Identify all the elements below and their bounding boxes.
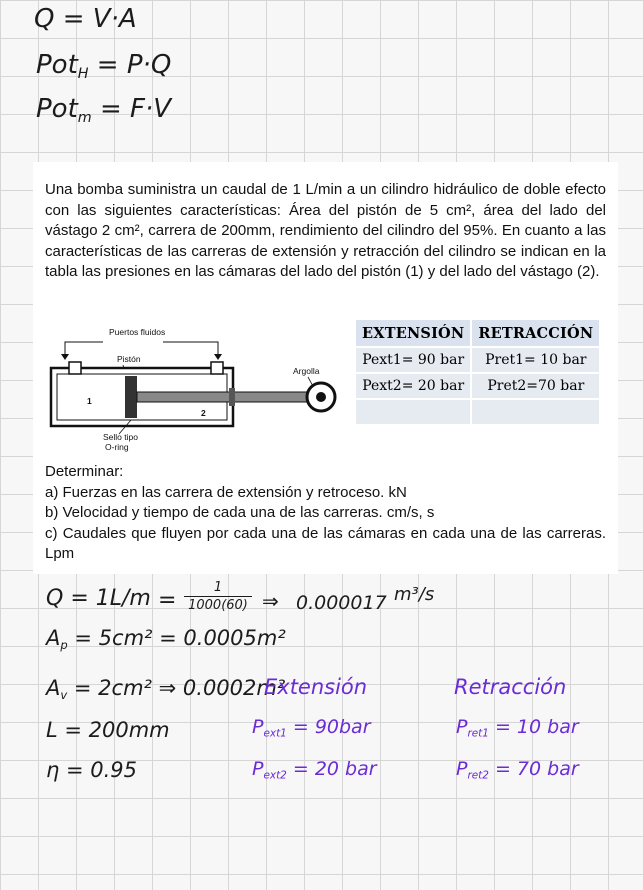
note-piston-area-text: = 5cm² = 0.0005m² [74, 626, 286, 650]
note-pext1-label: P [252, 716, 264, 738]
diagram-label-piston: Pistón [117, 354, 141, 364]
note-pret1-sub: ret1 [467, 727, 489, 740]
formula-hydraulic-power-sub: H [77, 66, 89, 82]
note-piston-area [46, 626, 286, 652]
diagram-label-seal-2: O-ring [105, 442, 129, 452]
note-pext1-value: = 90bar [292, 716, 371, 738]
table-cell: Pret1= 10 bar [471, 347, 600, 373]
port-arrow-left [61, 354, 69, 360]
question-b: b) Velocidad y tiempo de cada una de las carreras. cm/s, s [45, 504, 435, 521]
note-piston-area-lhs: A [46, 626, 61, 650]
note-pret2-value: = 70 bar [494, 758, 579, 780]
port-arrow-right [214, 354, 222, 360]
table-cell: Pext1= 90 bar [355, 347, 471, 373]
note-pext2-sub: ext2 [263, 769, 287, 782]
diagram-label-chamber-2: 2 [201, 408, 206, 418]
note-pext2-label: P [252, 758, 264, 780]
note-pext2-value: = 20 bar [292, 758, 377, 780]
formula-hydraulic-power-rhs: P·Q [126, 50, 172, 80]
note-pext1-sub: ext1 [263, 727, 287, 740]
note-rod-area-sub: v [60, 688, 68, 703]
note-pret2-label: P [456, 758, 468, 780]
pressure-table-header-row [355, 319, 600, 347]
table-cell [355, 399, 471, 425]
note-pret2-sub: ret2 [467, 769, 489, 782]
note-pext1 [252, 716, 371, 740]
note-retraction-title: Retracción [454, 675, 567, 699]
note-flow-lhs: Q [46, 586, 64, 611]
note-flow [46, 586, 151, 611]
note-flow-unit: m³/s [394, 584, 435, 605]
formula-hydraulic-power: Pot$_H$ = P·Q [36, 50, 172, 82]
table-header-extension: EXTENSIÓN [355, 319, 471, 347]
diagram-label-chamber-1: 1 [87, 396, 92, 406]
note-efficiency: η = 0.95 [46, 758, 138, 782]
cylinder-diagram [43, 322, 343, 452]
formula-mechanical-power: Pot$_m$ = F·V [36, 94, 172, 126]
note-pret2 [456, 758, 579, 782]
rod-seal [229, 388, 235, 406]
note-flow-eq2: = [158, 588, 177, 613]
table-row [355, 347, 600, 373]
note-stroke: L = 200mm [46, 718, 170, 742]
formula-mechanical-power-sub: m [77, 110, 92, 126]
questions-block [45, 462, 606, 565]
note-flow-numerator: 1 [184, 580, 252, 597]
formula-mechanical-power-rhs: F·V [130, 94, 172, 124]
note-piston-area-sub: p [60, 638, 68, 653]
note-flow-eq: = [70, 586, 89, 611]
port-leader-left [65, 342, 103, 358]
formula-flow: Q = V·A [34, 4, 137, 34]
port-leader-right [163, 342, 218, 358]
pressure-table [354, 318, 601, 426]
table-cell: Pext2= 20 bar [355, 373, 471, 399]
note-flow-result: 0.000017 [296, 592, 387, 614]
note-rod-area-text: = 2cm² ⇒ 0.0002m² [73, 676, 286, 700]
table-row [355, 399, 600, 425]
question-c: c) Caudales que fluyen por cada una de las cámaras en cada una de las carreras. Lpm [45, 524, 606, 562]
determine-title: Determinar: [45, 463, 124, 480]
rod-eye-pin [316, 392, 326, 402]
formula-flow-rhs: V·A [92, 4, 137, 34]
note-pret1-label: P [456, 716, 468, 738]
note-extension-title: Extensión [264, 675, 368, 699]
piston-head [125, 376, 137, 418]
port-left [69, 362, 81, 374]
port-right [211, 362, 223, 374]
diagram-label-ports: Puertos fluidos [109, 327, 166, 337]
problem-card [33, 162, 618, 574]
note-rod-area-lhs: A [46, 676, 61, 700]
problem-statement: Una bomba suministra un caudal de 1 L/min a un cilindro hidráulico de doble efecto con las siguientes características: Área del pistón de 5 cm², área del lado del vástago 2 cm², carrera de 200mm, rendimiento del cilindro del 95%. En cuanto a las características de las carreras de extensión y retracción del cilindro se indican en la tabla las presiones en las cámaras del lado del pistón (1) y del lado del vástago (2). [45, 181, 606, 280]
note-flow-value: 1L/m [95, 586, 151, 611]
formula-flow-lhs: Q [34, 4, 55, 34]
formula-mechanical-power-lhs: Pot [36, 94, 78, 124]
note-flow-fraction [184, 580, 252, 613]
question-a: a) Fuerzas en las carrera de extensión y retroceso. kN [45, 483, 407, 501]
table-cell: Pret2=70 bar [471, 373, 600, 399]
note-rod-area [46, 676, 285, 702]
formula-hydraulic-power-lhs: Pot [36, 50, 78, 80]
note-pret1-value: = 10 bar [494, 716, 579, 738]
note-pext2 [252, 758, 377, 782]
diagram-label-eye: Argolla [293, 366, 320, 376]
diagram-label-seal-1: Sello tipo [103, 432, 138, 442]
table-header-retraction: RETRACCIÓN [471, 319, 600, 347]
note-flow-arrow: ⇒ [262, 589, 279, 613]
table-row [355, 373, 600, 399]
piston-rod [137, 392, 309, 402]
note-flow-denominator: 1000(60) [188, 598, 248, 613]
table-cell [471, 399, 600, 425]
note-pret1 [456, 716, 579, 740]
